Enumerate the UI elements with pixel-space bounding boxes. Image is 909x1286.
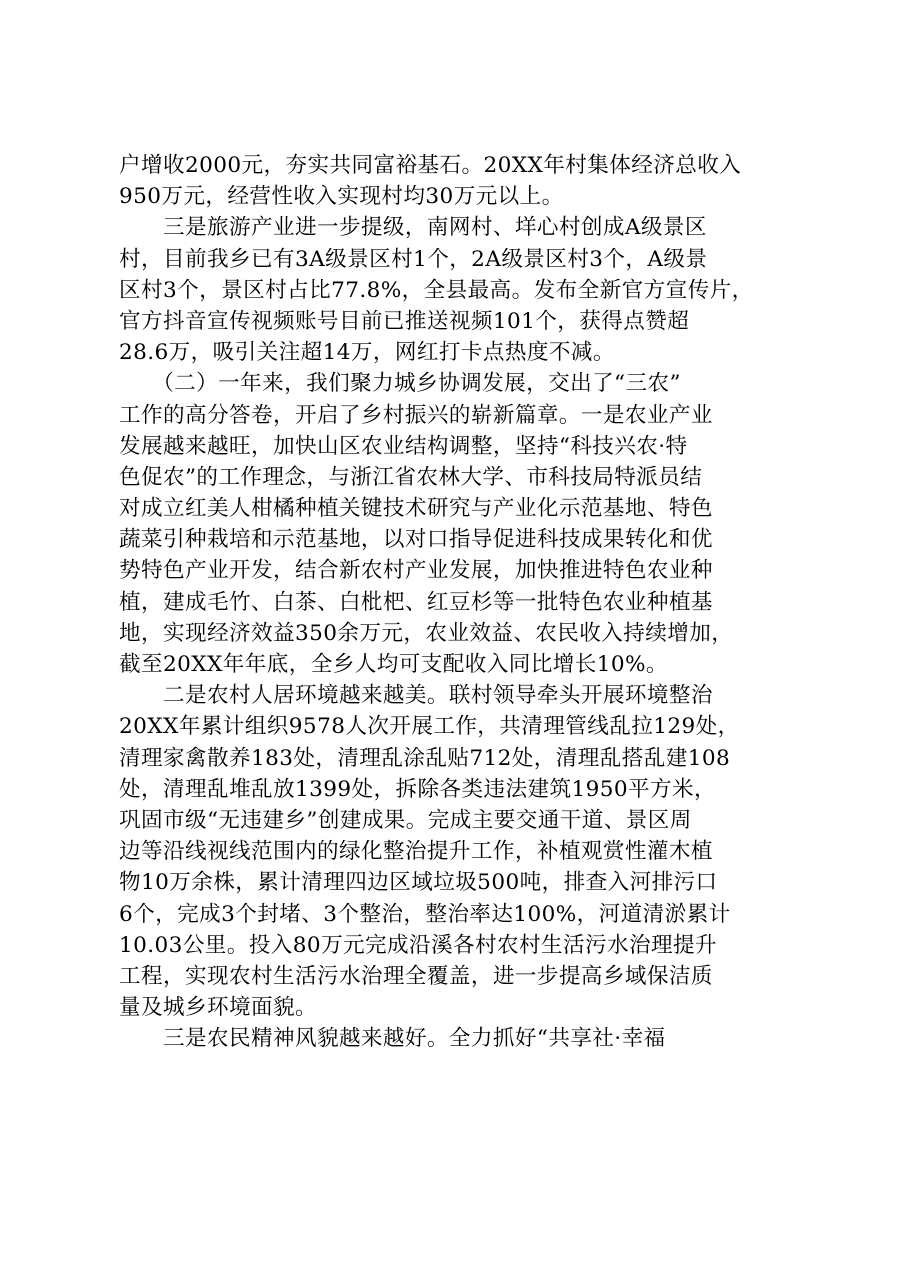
- text-line: 对成立红美人柑橘种植关键技术研究与产业化示范基地、特色: [119, 496, 713, 522]
- text-line: 势特色产业开发，结合新农村产业发展，加快推进特色农业种: [119, 558, 713, 584]
- text-line: 20XX年累计组织9578人次开展工作，共清理管线乱拉129处，: [119, 714, 740, 740]
- text-line: 三是旅游产业进一步提级，南网村、垟心村创成A级景区: [119, 215, 707, 241]
- text-line: 地，实现经济效益350余万元，农业效益、农民收入持续增加，: [119, 620, 734, 646]
- text-line: 截至20XX年年底，全乡人均可支配收入同比增长10%。: [119, 652, 668, 677]
- text-line: 清理家禽散养183处，清理乱涂乱贴712处，清理乱搭乱建108: [119, 745, 731, 771]
- text-line: 官方抖音宣传视频账号目前已推送视频101个，获得点赞超: [119, 308, 690, 334]
- body-text: [119, 150, 799, 1054]
- text-line: 色促农”的工作理念，与浙江省农林大学、市科技局特派员结: [119, 464, 703, 490]
- text-line: 二是农村人居环境越来越美。联村领导牵头开展环境整治: [119, 683, 713, 709]
- text-line: 蔬菜引种栽培和示范基地，以对口指导促进科技成果转化和优: [119, 527, 713, 553]
- text-line: 物10万余株，累计清理四边区域垃圾500吨，排查入河排污口: [119, 870, 718, 896]
- text-line: 村，目前我乡已有3A级景区村1个，2A级景区村3个，A级景: [119, 246, 708, 272]
- text-line: 28.6万，吸引关注超14万，网红打卡点热度不减。: [119, 340, 615, 366]
- text-line: 户增收2000元，夯实共同富裕基石。20XX年村集体经济总收入: [119, 153, 742, 178]
- text-line: 边等沿线视线范围内的绿化整治提升工作，补植观赏性灌木植: [119, 839, 713, 865]
- text-line: 处，清理乱堆乱放1399处，拆除各类违法建筑1950平方米，: [119, 776, 716, 802]
- text-line: 区村3个，景区村占比77.8%，全县最高。发布全新官方宣传片，: [119, 277, 754, 303]
- text-line: 6个，完成3个封堵、3个整治，整治率达100%，河道清淤累计: [119, 901, 731, 927]
- text-line: 发展越来越旺，加快山区农业结构调整，坚持“科技兴农·特: [119, 433, 688, 459]
- text-line: 950万元，经营性收入实现村均30万元以上。: [119, 184, 564, 210]
- text-line: 工程，实现农村生活污水治理全覆盖，进一步提高乡域保洁质: [119, 963, 713, 989]
- text-line: 巩固市级“无违建乡”创建成果。完成主要交通干道、景区周: [119, 807, 692, 833]
- text-line: （二）一年来，我们聚力城乡协调发展，交出了“三农”: [119, 371, 681, 397]
- text-line: 10.03公里。投入80万元完成沿溪各村农村生活污水治理提升: [119, 932, 717, 958]
- text-line: 量及城乡环境面貌。: [119, 995, 317, 1021]
- text-line: 三是农民精神风貌越来越好。全力抓好“共享社·幸福: [119, 1026, 666, 1052]
- text-line: 工作的高分答卷，开启了乡村振兴的崭新篇章。一是农业产业: [119, 402, 713, 428]
- text-line: 植，建成毛竹、白茶、白枇杷、红豆杉等一批特色农业种植基: [119, 589, 713, 615]
